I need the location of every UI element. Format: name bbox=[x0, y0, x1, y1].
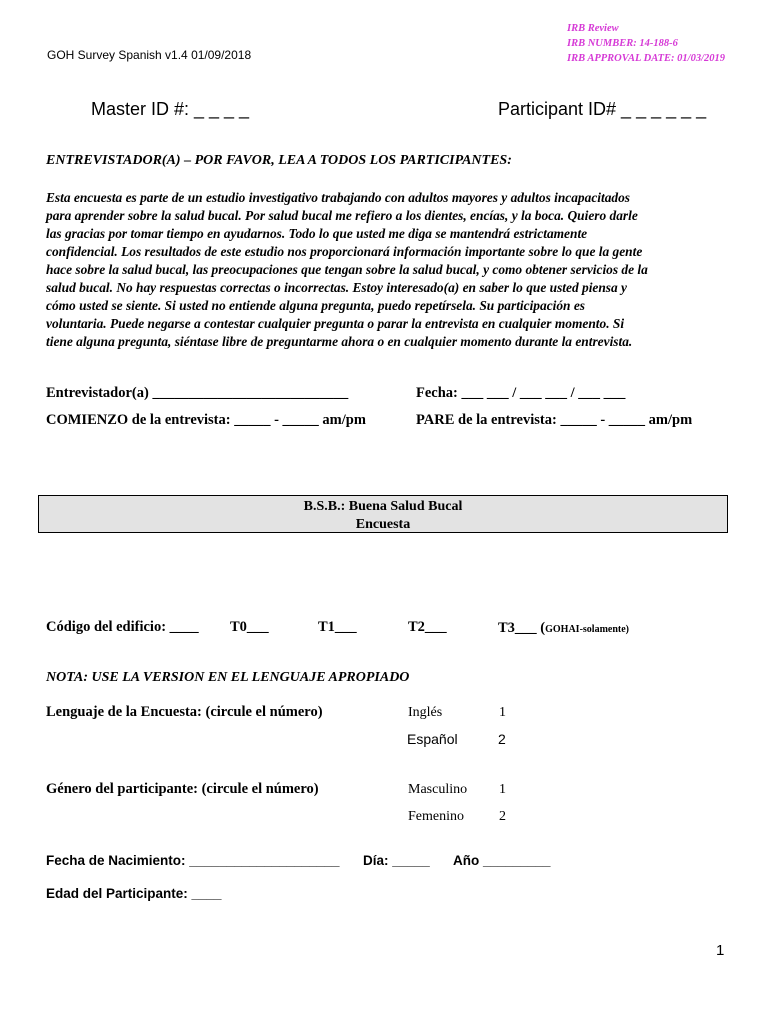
gender-code-male[interactable]: 1 bbox=[499, 782, 506, 797]
survey-version: GOH Survey Spanish v1.4 01/09/2018 bbox=[47, 48, 252, 62]
master-id-field[interactable]: Master ID #: _ _ _ _ bbox=[91, 99, 250, 119]
t2-field[interactable]: T2___ bbox=[408, 619, 447, 635]
birth-day-field[interactable]: Día: _____ bbox=[363, 853, 430, 868]
start-time-field[interactable]: COMIENZO de la entrevista: _____ - _____ am/pm bbox=[46, 412, 366, 428]
irb-review: IRB Review bbox=[567, 23, 619, 34]
stop-time-field[interactable]: PARE de la entrevista: _____ - _____ am/pm bbox=[416, 412, 693, 428]
language-label: Lenguaje de la Encuesta: (circule el número) bbox=[46, 704, 323, 720]
t3-label: T3___ ( bbox=[498, 620, 546, 636]
gender-label: Género del participante: (circule el número) bbox=[46, 781, 319, 797]
instruction-heading: ENTREVISTADOR(A) – POR FAVOR, LEA A TODOS LOS PARTICIPANTES: bbox=[46, 153, 512, 168]
t3-note: GOHAI-solamente) bbox=[545, 624, 630, 635]
language-note: NOTA: USE LA VERSION EN EL LENGUAJE APROPIADO bbox=[46, 670, 410, 685]
survey-title: B.S.B.: Buena Salud Bucal bbox=[303, 499, 463, 514]
age-field[interactable]: Edad del Participante: ____ bbox=[46, 886, 222, 901]
language-option-english[interactable]: Inglés bbox=[408, 705, 443, 720]
page-number: 1 bbox=[716, 942, 725, 959]
irb-number: IRB NUMBER: 14-188-6 bbox=[567, 38, 678, 49]
date-field[interactable]: Fecha: ___ ___ / ___ ___ / ___ ___ bbox=[416, 385, 626, 401]
birth-date-field[interactable]: Fecha de Nacimiento: ____________________ bbox=[46, 853, 340, 868]
birth-year-field[interactable]: Año _________ bbox=[453, 853, 551, 868]
gender-option-female[interactable]: Femenino bbox=[408, 809, 464, 824]
survey-title-box bbox=[38, 495, 728, 533]
interviewer-field[interactable]: Entrevistador(a) ___________________________ bbox=[46, 385, 349, 401]
participant-id-field[interactable]: Participant ID# _ _ _ _ _ _ bbox=[498, 99, 707, 119]
t0-field[interactable]: T0___ bbox=[230, 619, 269, 635]
irb-approval-date: IRB APPROVAL DATE: 01/03/2019 bbox=[567, 53, 726, 64]
gender-code-female[interactable]: 2 bbox=[499, 809, 506, 824]
survey-subtitle: Encuesta bbox=[355, 517, 411, 532]
t1-field[interactable]: T1___ bbox=[318, 619, 357, 635]
intro-paragraph: Esta encuesta es parte de un estudio investigativo trabajando con adultos mayores y adultos incapacitados para aprender sobre la salud bucal. Por salud bucal me refiero a los dientes, encías, y la boca. Quiero darle las gracias por tomar tiempo en ayudarnos. Todo lo que usted me diga se mantendrá estrictamente confidencial. Los resultados de este estudio nos proporcionará información importante sobre lo que la gente hace sobre la salud bucal, las preocupaciones que tengan sobre la salud bucal, y como obtener servicios de la salud bucal. No hay respuestas correctas o incorrectas. Estoy interesado(a) en saber lo que usted piensa y cómo usted se siente. Si usted no entiende alguna pregunta, puedo repetírsela. Su participación es voluntaria. Puede negarse a contestar cualquier pregunta o parar la entrevista en cualquier momento. Si tiene alguna pregunta, siéntase libre de preguntarme ahora o en cualquier momento durante la entrevista. bbox=[46, 190, 648, 349]
language-code-spanish[interactable]: 2 bbox=[498, 731, 506, 747]
gender-option-male[interactable]: Masculino bbox=[408, 782, 468, 797]
language-code-english[interactable]: 1 bbox=[499, 705, 506, 720]
building-code-field[interactable]: Código del edificio: ____ bbox=[46, 619, 199, 635]
t3-field[interactable] bbox=[498, 619, 629, 637]
language-option-spanish[interactable]: Español bbox=[407, 731, 458, 747]
